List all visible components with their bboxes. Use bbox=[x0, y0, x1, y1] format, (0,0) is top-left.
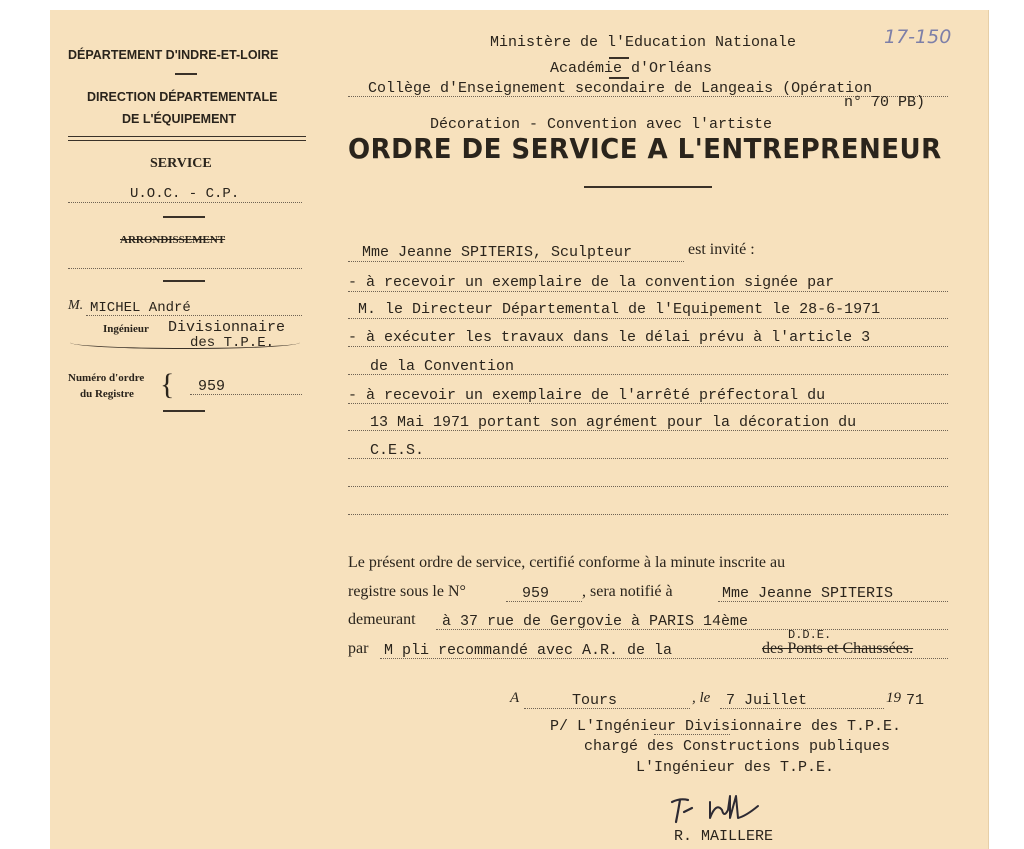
demeurant-label: demeurant bbox=[348, 611, 416, 628]
arrondissement-label: ARRONDISSEMENT bbox=[120, 234, 226, 246]
registre-brace: { bbox=[160, 368, 175, 401]
academy-underline bbox=[609, 77, 629, 79]
certification-line-1: Le présent ordre de service, certifié conforme à la minute inscrite au bbox=[348, 554, 786, 571]
registre-number: 959 bbox=[198, 378, 226, 395]
notifie-text: , sera notifié à bbox=[582, 583, 673, 600]
place-prefix: A bbox=[510, 690, 520, 706]
body-line-6: 13 Mai 1971 portant son agrément pour la décoration du bbox=[370, 414, 857, 431]
certification-recipient: Mme Jeanne SPITERIS bbox=[722, 585, 894, 602]
ingenieur-curve bbox=[70, 336, 300, 349]
double-rule-top bbox=[68, 136, 306, 137]
handwritten-reference: 17-150 bbox=[884, 26, 952, 48]
short-rule bbox=[163, 410, 205, 412]
registre-label-2: du Registre bbox=[80, 388, 134, 400]
academy-line: Académie d'Orléans bbox=[550, 60, 713, 77]
body-line-5: - à recevoir un exemplaire de l'arrêté préfectoral du bbox=[348, 387, 826, 404]
service-label: SERVICE bbox=[150, 156, 212, 171]
registre-dotted bbox=[506, 601, 582, 602]
ingenieur-label: Ingénieur bbox=[103, 323, 149, 335]
date-label: , le bbox=[692, 690, 711, 706]
double-rule-bottom bbox=[68, 140, 306, 141]
service-value: U.O.C. - C.P. bbox=[130, 186, 240, 202]
year-prefix: 19 bbox=[886, 690, 901, 706]
date-dotted bbox=[720, 708, 884, 709]
signature-line-2: chargé des Constructions publiques bbox=[584, 738, 891, 755]
place-dotted bbox=[524, 708, 690, 709]
ministry-line: Ministère de l'Education Nationale bbox=[490, 34, 797, 51]
invite-text: est invité : bbox=[688, 241, 755, 258]
year-suffix: 71 bbox=[906, 692, 925, 709]
operation-line: n° 70 PB) bbox=[844, 94, 926, 111]
person-prefix: M. bbox=[68, 298, 84, 313]
service-dotted-line bbox=[68, 202, 302, 203]
body-dotted-line bbox=[348, 514, 948, 515]
body-dotted-line bbox=[348, 374, 948, 375]
short-rule bbox=[163, 280, 205, 282]
ingenieur-line1: Divisionnaire bbox=[168, 319, 286, 336]
date: 7 Juillet bbox=[726, 692, 808, 709]
direction-label-1: DIRECTION DÉPARTEMENTALE bbox=[87, 90, 278, 104]
body-line-7: C.E.S. bbox=[370, 442, 425, 459]
short-rule bbox=[163, 216, 205, 218]
body-dotted-line bbox=[348, 458, 948, 459]
academy-underline bbox=[609, 57, 629, 59]
title-underline bbox=[584, 186, 712, 188]
body-line-4: de la Convention bbox=[370, 358, 515, 375]
body-line-1: - à recevoir un exemplaire de la convention signée par bbox=[348, 274, 835, 291]
recipient-dotted-line bbox=[348, 261, 684, 262]
body-line-3: - à exécuter les travaux dans le délai prévu à l'article 3 bbox=[348, 329, 871, 346]
body-dotted-line bbox=[348, 318, 948, 319]
short-rule bbox=[175, 73, 197, 75]
person-name: MICHEL André bbox=[90, 300, 191, 316]
registre-prefix: registre sous le N° bbox=[348, 583, 466, 600]
ponts-chaussees: des Ponts et Chaussées. bbox=[762, 640, 914, 657]
registre-dotted-line bbox=[190, 394, 302, 395]
body-dotted-line bbox=[348, 430, 948, 431]
certification-registre-number: 959 bbox=[522, 585, 550, 602]
direction-label-2: DE L'ÉQUIPEMENT bbox=[122, 112, 237, 126]
par-dotted bbox=[380, 658, 948, 659]
dde-insert: D.D.E. bbox=[788, 628, 832, 642]
par-label: par bbox=[348, 640, 369, 657]
department-label: DÉPARTEMENT D'INDRE-ET-LOIRE bbox=[68, 48, 279, 62]
document-page bbox=[50, 10, 988, 849]
signature-line-3: L'Ingénieur des T.P.E. bbox=[636, 759, 835, 776]
signature-line-1: P/ L'Ingénieur Divisionnaire des T.P.E. bbox=[550, 718, 902, 735]
signature-dotted bbox=[654, 734, 730, 735]
document-title: ORDRE DE SERVICE A L'ENTREPRENEUR bbox=[348, 132, 942, 165]
subject-line: Décoration - Convention avec l'artiste bbox=[430, 116, 773, 133]
signatory-name: R. MAILLERE bbox=[674, 828, 774, 845]
address: à 37 rue de Gergovie à PARIS 14ème bbox=[442, 613, 749, 630]
recipient: Mme Jeanne SPITERIS, Sculpteur bbox=[362, 244, 633, 261]
college-line: Collège d'Enseignement secondaire de Langeais (Opération bbox=[368, 80, 873, 97]
recipient-dotted bbox=[718, 601, 948, 602]
body-dotted-line bbox=[348, 403, 948, 404]
person-dotted-line bbox=[86, 315, 302, 316]
ingenieur-line2: des T.P.E. bbox=[190, 335, 275, 351]
body-dotted-line bbox=[348, 486, 948, 487]
registre-label-1: Numéro d'ordre bbox=[68, 372, 145, 384]
body-line-2: M. le Directeur Départemental de l'Equipement le 28-6-1971 bbox=[358, 301, 881, 318]
place: Tours bbox=[572, 692, 618, 709]
address-dotted bbox=[436, 629, 948, 630]
body-dotted-line bbox=[348, 291, 948, 292]
body-dotted-line bbox=[348, 346, 948, 347]
handwritten-signature bbox=[666, 788, 806, 828]
arrondissement-dotted-line bbox=[68, 268, 302, 269]
par-text: M pli recommandé avec A.R. de la bbox=[384, 642, 673, 659]
